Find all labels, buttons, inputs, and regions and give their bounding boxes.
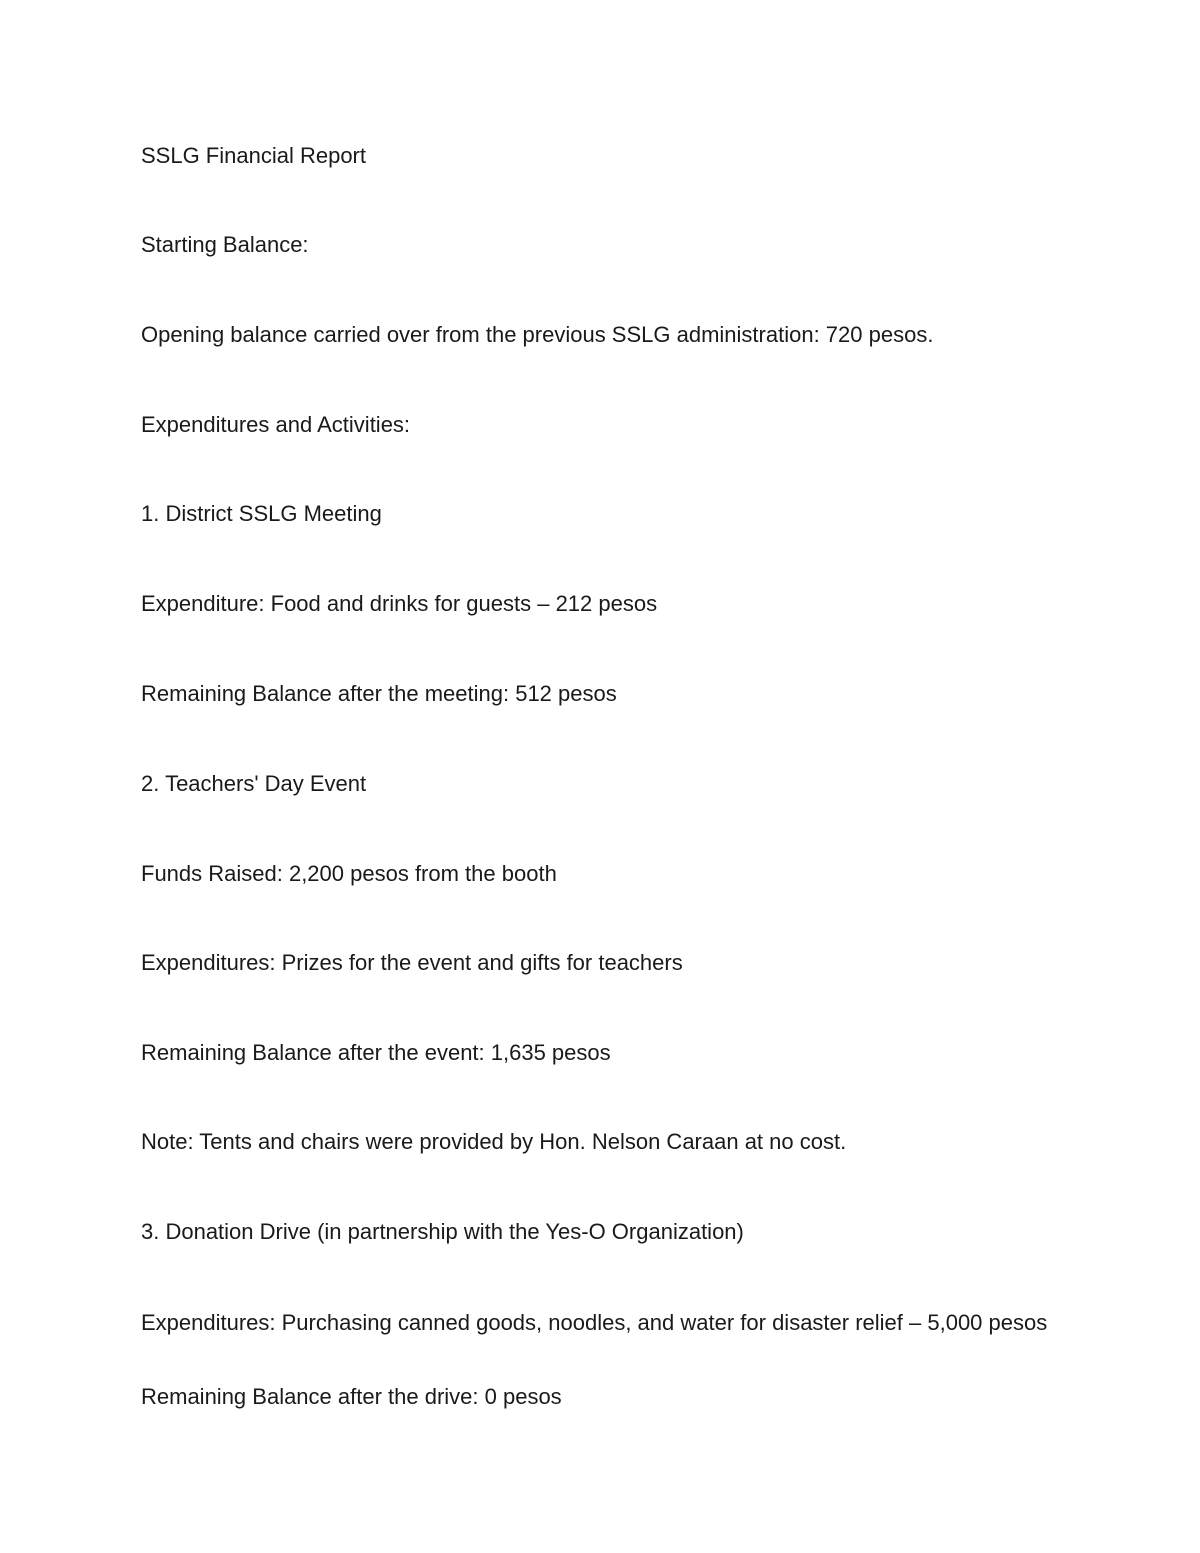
activity-2-heading: 2. Teachers' Day Event (141, 771, 367, 796)
activity-1-heading: 1. District SSLG Meeting (141, 501, 382, 526)
starting-balance-heading: Starting Balance: (141, 232, 309, 257)
activity-2-funds-raised: Funds Raised: 2,200 pesos from the booth (141, 861, 557, 886)
activity-3-heading: 3. Donation Drive (in partnership with the Yes-O Organization) (141, 1219, 744, 1244)
activity-2-note: Note: Tents and chairs were provided by Hon. Nelson Caraan at no cost. (141, 1129, 847, 1154)
activity-3-remaining-balance: Remaining Balance after the drive: 0 pesos (141, 1384, 562, 1409)
activity-2-remaining-balance: Remaining Balance after the event: 1,635 pesos (141, 1040, 611, 1065)
report-title: SSLG Financial Report (141, 143, 366, 168)
expenditures-heading: Expenditures and Activities: (141, 412, 411, 437)
activity-2-expenditures: Expenditures: Prizes for the event and gifts for teachers (141, 950, 683, 975)
opening-balance-text: Opening balance carried over from the previous SSLG administration: 720 pesos. (141, 322, 934, 347)
activity-1-remaining-balance: Remaining Balance after the meeting: 512 pesos (141, 681, 617, 706)
activity-1-expenditure: Expenditure: Food and drinks for guests – 212 pesos (141, 591, 658, 616)
activity-3-expenditures: Expenditures: Purchasing canned goods, noodles, and water for disaster relief – 5,000 pesos (141, 1310, 1048, 1335)
